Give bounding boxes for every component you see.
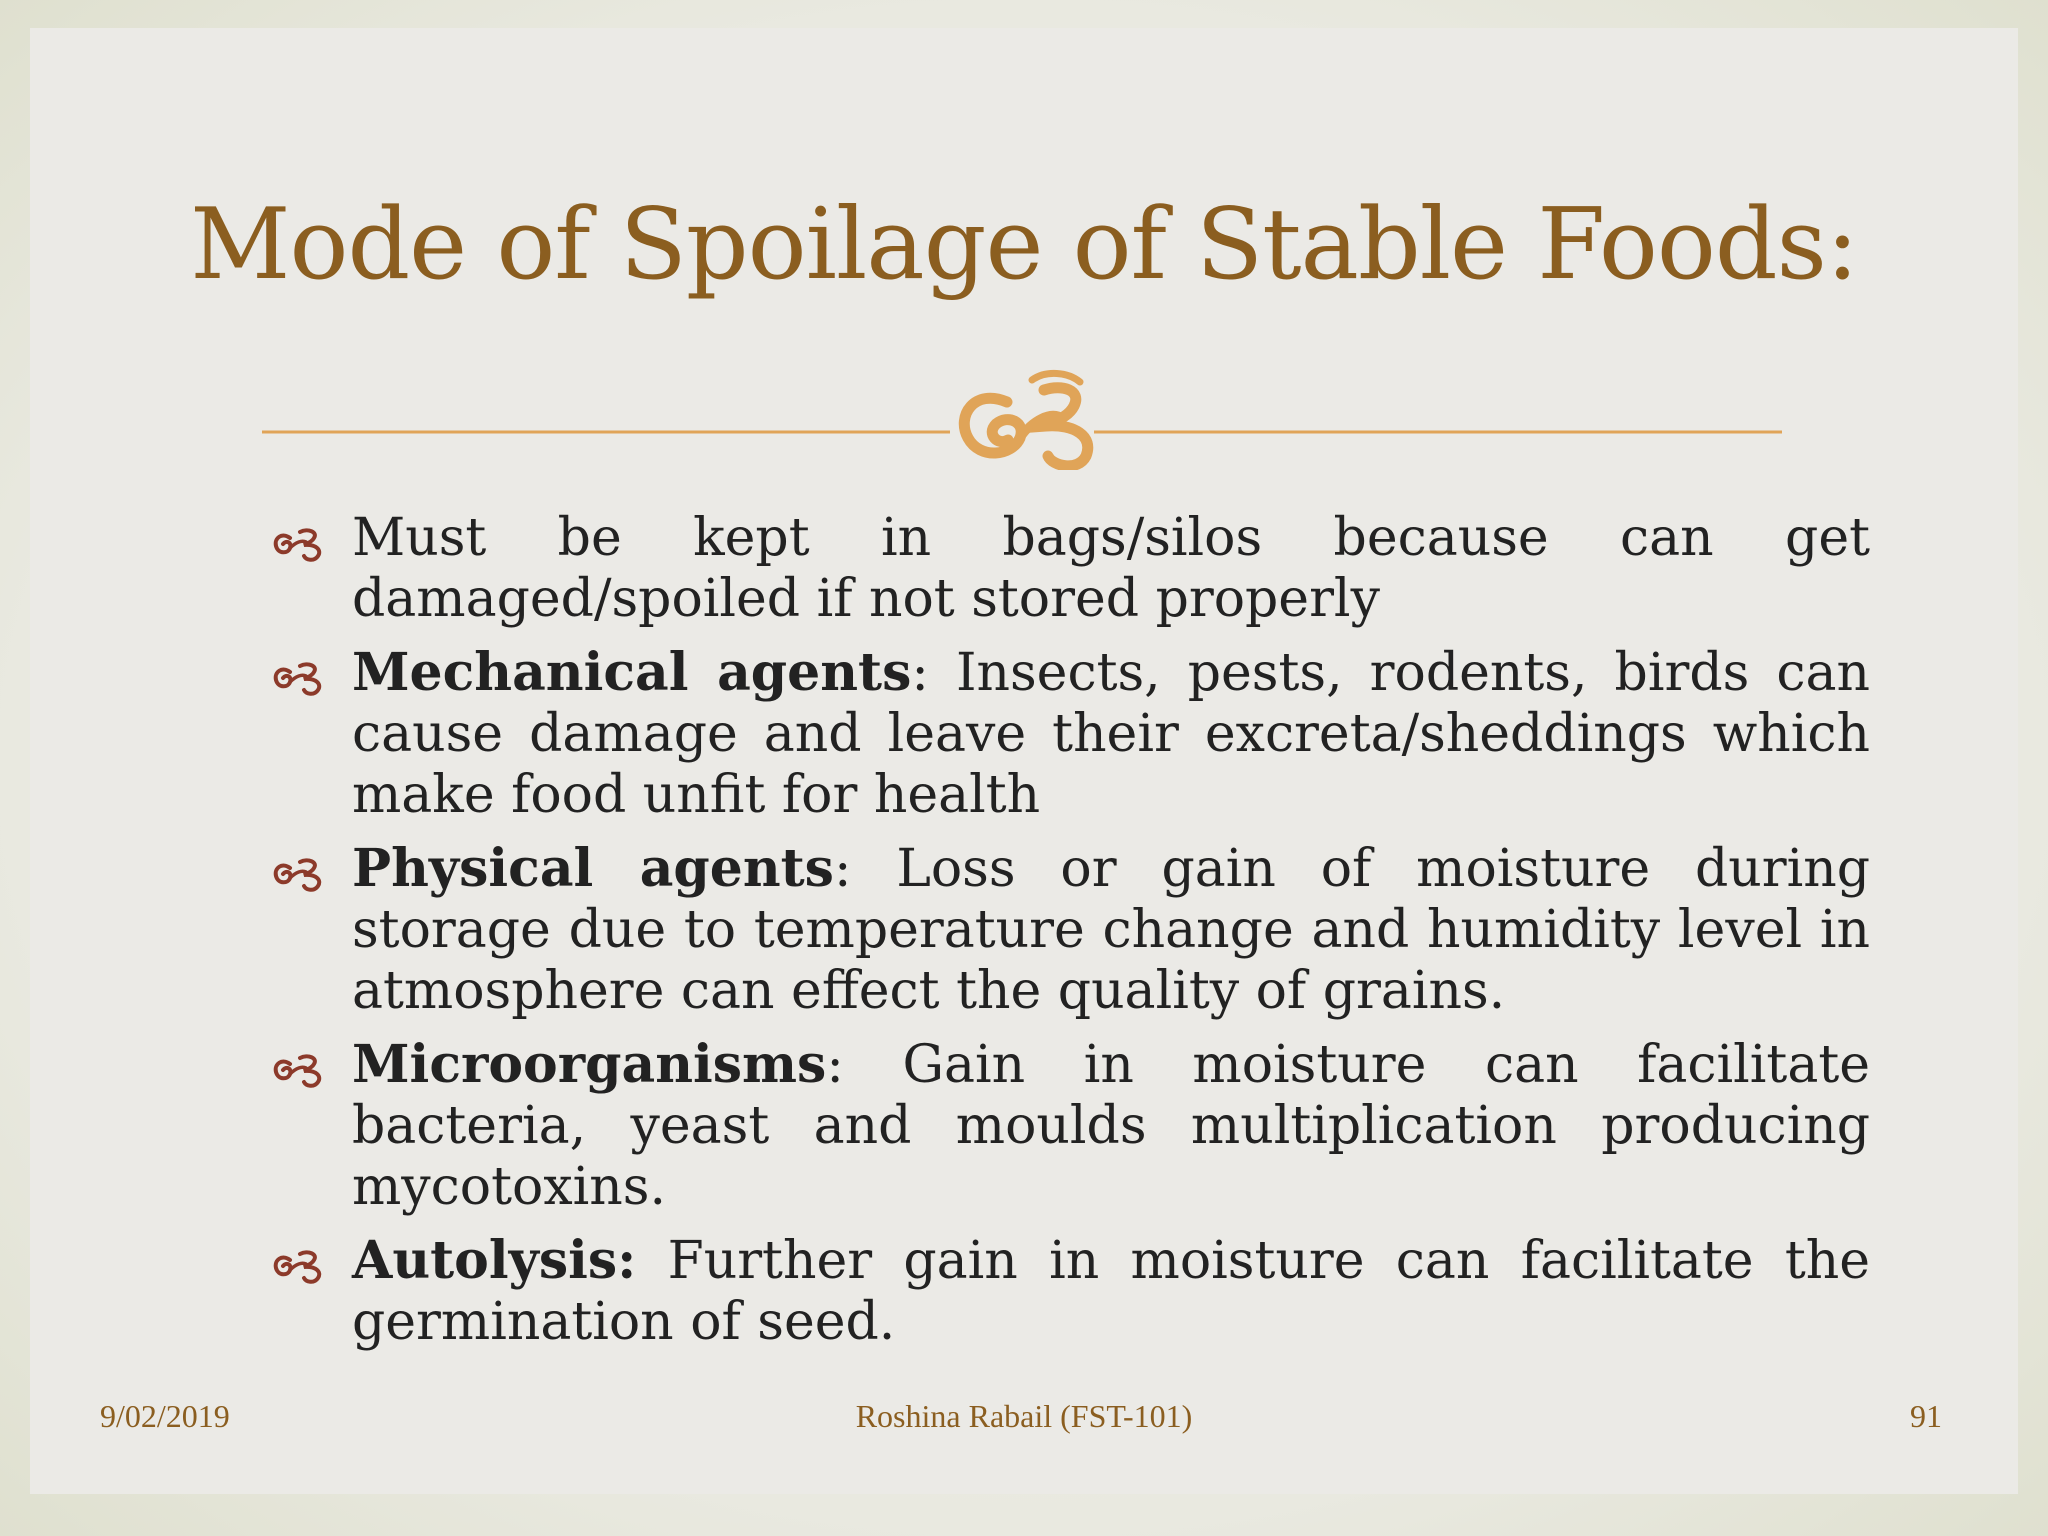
title-divider — [262, 360, 1782, 470]
bullet-item — [270, 642, 1870, 826]
bullet-separator: : — [911, 643, 929, 703]
bullet-list — [270, 508, 1870, 1365]
slide-title: Mode of Spoilage of Stable Foods: — [190, 188, 1858, 302]
bullet-text: Loss or gain of moisture during storage due to temperature change and humidity level in atmosphere can effect the quality of grains. — [352, 839, 1870, 1021]
footer-author: Roshina Rabail (FST-101) — [855, 1398, 1193, 1434]
bullet-text: Must be kept in bags/silos because can get damaged/spoiled if not stored properly — [352, 508, 1870, 629]
bullet-text: Further gain in moisture can facilitate the germination of seed. — [352, 1231, 1870, 1352]
bullet-separator: : — [833, 839, 852, 899]
bullet-separator: : — [826, 1035, 844, 1095]
bullet-swirl-icon — [270, 1050, 326, 1090]
bullet-swirl-icon — [270, 854, 326, 894]
footer-page-number: 91 — [1910, 1398, 1942, 1434]
bullet-lead: Mechanical agents — [352, 642, 912, 703]
footer-date: 9/02/2019 — [100, 1398, 230, 1434]
bullet-text: Insects, pests, rodents, birds can cause damage and leave their excreta/sheddings which make food unfit for health — [352, 643, 1870, 825]
bullet-swirl-icon — [270, 658, 326, 698]
bullet-swirl-icon — [270, 524, 326, 564]
ornament-swirl-icon — [964, 373, 1088, 465]
bullet-lead: Physical agents — [352, 838, 834, 899]
bullet-lead: Microorganisms — [352, 1034, 827, 1095]
bullet-item — [270, 838, 1870, 1022]
bullet-swirl-icon — [270, 1246, 326, 1286]
bullet-item — [270, 1034, 1870, 1218]
bullet-item — [270, 508, 1870, 630]
bullet-lead: Autolysis: — [352, 1230, 637, 1291]
bullet-text: Gain in moisture can facilitate bacteria, yeast and moulds multiplication producing mycotoxins. — [352, 1035, 1870, 1217]
bullet-item — [270, 1230, 1870, 1353]
